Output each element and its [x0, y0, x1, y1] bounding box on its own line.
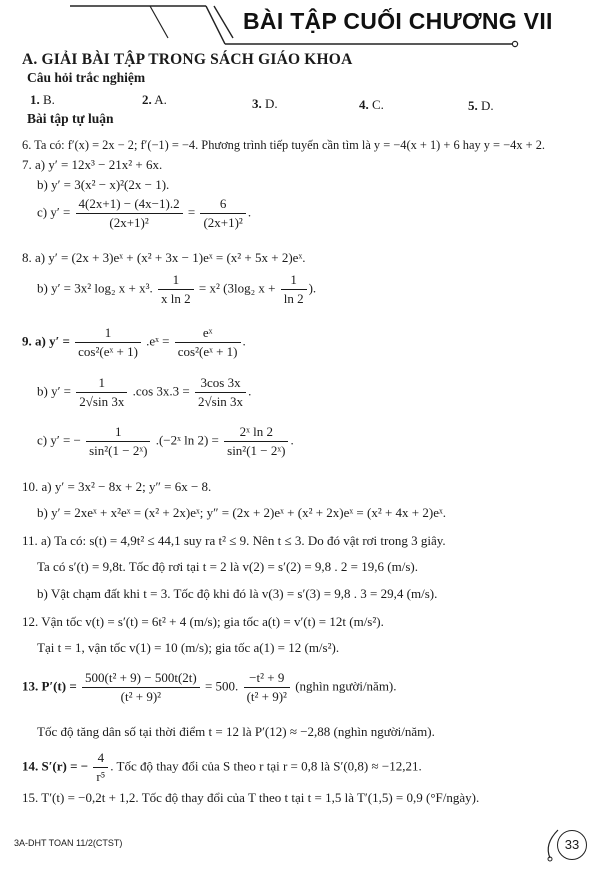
mcq-answer: 5. D. — [468, 98, 494, 113]
mcq-answer: 2. A. — [142, 92, 167, 107]
answer-q9c: c) y′ = − $\frac{1}{\text{sin²(1 − 2ˣ)}}$ .(−2ˣ ln 2) = $\frac{\text{2ˣ ln 2}}{\text{sin²(1 − 2ˣ)}}$ . — [37, 424, 294, 458]
section-title: A. GIẢI BÀI TẬP TRONG SÁCH GIÁO KHOA — [22, 51, 353, 68]
answer-q11a-speed: Ta có s′(t) = 9,8t. Tốc độ rơi tại t = 2 là v(2) = s′(2) = 9,8 . 2 = 19,6 (m/s). — [37, 559, 418, 574]
answer-q11b: b) Vật chạm đất khi t = 3. Tốc độ khi đó là v(3) = s′(3) = 9,8 . 3 = 29,4 (m/s). — [37, 586, 438, 601]
essay-heading: Bài tập tự luận — [27, 111, 114, 126]
page-number: 33 — [557, 830, 587, 860]
answer-q10b: b) y′ = 2xeˣ + x²eˣ = (x² + 2x)eˣ; y″ = (2x + 2)eˣ + (x² + 2x)eˣ = (x² + 4x + 2)eˣ. — [37, 505, 446, 520]
answer-q13: 13. P′(t) = $\frac{\text{500(t² + 9) − 500t(2t)}}{\text{(t² + 9)²}}$ = 500. $\frac{\text{−t² + 9}}{\text{(t² + 9)²}}$ (nghìn người/năm). — [22, 670, 397, 704]
answer-q15: 15. T′(t) = −0,2t + 1,2. Tốc độ thay đổi của T theo t tại t = 1,5 là T′(1,5) = 0,9 (°F/ngày). — [22, 790, 480, 805]
mcq-heading: Câu hỏi trắc nghiệm — [27, 70, 146, 85]
chapter-title: BÀI TẬP CUỐI CHƯƠNG VII — [243, 8, 553, 34]
answer-q11a: 11. a) Ta có: s(t) = 4,9t² ≤ 44,1 suy ra t² ≤ 9. Nên t ≤ 3. Do đó vật rơi trong 3 giây. — [22, 533, 446, 548]
answer-q12b: Tại t = 1, vận tốc v(1) = 10 (m/s); gia tốc a(1) = 12 (m/s²). — [37, 640, 340, 655]
answer-q10a: 10. a) y′ = 3x² − 8x + 2; y″ = 6x − 8. — [22, 479, 212, 494]
answer-q7a: 7. a) y′ = 12x³ − 21x² + 6x. — [22, 157, 163, 172]
answer-q6: 6. Ta có: f′(x) = 2x − 2; f′(−1) = −4. Phương trình tiếp tuyến cần tìm là y = −4(x + 1) + 6 hay y = −4x + 2. — [22, 138, 545, 152]
chapter-header — [0, 0, 600, 48]
answer-q9b: b) y′ = $\frac{1}{2√\sin 3x}$ .cos 3x.3 = $\frac{3\cos 3x}{2√\sin 3x}$ . — [37, 375, 252, 409]
answer-q8a: 8. a) y′ = (2x + 3)eˣ + (x² + 3x − 1)eˣ = (x² + 5x + 2)eˣ. — [22, 250, 306, 265]
answer-q8b: b) y′ = 3x² log₂ x + x³. $\frac{1}{\text{x ln 2}}$ = x² (3log₂ x + $\frac{1}{\ln 2}$ ). — [37, 272, 317, 306]
answer-q7b: b) y′ = 3(x² − x)²(2x − 1). — [37, 177, 170, 192]
answer-q12: 12. Vận tốc v(t) = s′(t) = 6t² + 4 (m/s); gia tốc a(t) = v′(t) = 12t (m/s²). — [22, 614, 384, 629]
answer-q7c: c) y′ = $\frac{4(2x+1) - (4x-1).2}{\text{(2x+1)²}}$ = $\frac{6}{\text{(2x+1)²}}$ . — [37, 196, 252, 230]
mcq-answer: 4. C. — [359, 97, 384, 112]
footer-code: 3A-DHT TOAN 11/2(CTST) — [14, 838, 123, 848]
mcq-answer: 1. B. — [30, 92, 55, 107]
mcq-answer: 3. D. — [252, 96, 278, 111]
answer-q14: 14. S′(r) = − $\frac{4}{\text{r⁵}}$ . Tốc độ thay đổi của S theo r tại r = 0,8 là S′(0,8) ≈ −12,21. — [22, 750, 422, 784]
answer-q9a: 9. a) y′ = $\frac{1}{\text{cos²(eˣ + 1)}}$ .eˣ = $\frac{\text{eˣ}}{\text{cos²(eˣ + 1)}}$ . — [22, 325, 246, 359]
answer-q13b: Tốc độ tăng dân số tại thời điểm t = 12 là P′(12) ≈ −2,88 (nghìn người/năm). — [37, 724, 435, 739]
